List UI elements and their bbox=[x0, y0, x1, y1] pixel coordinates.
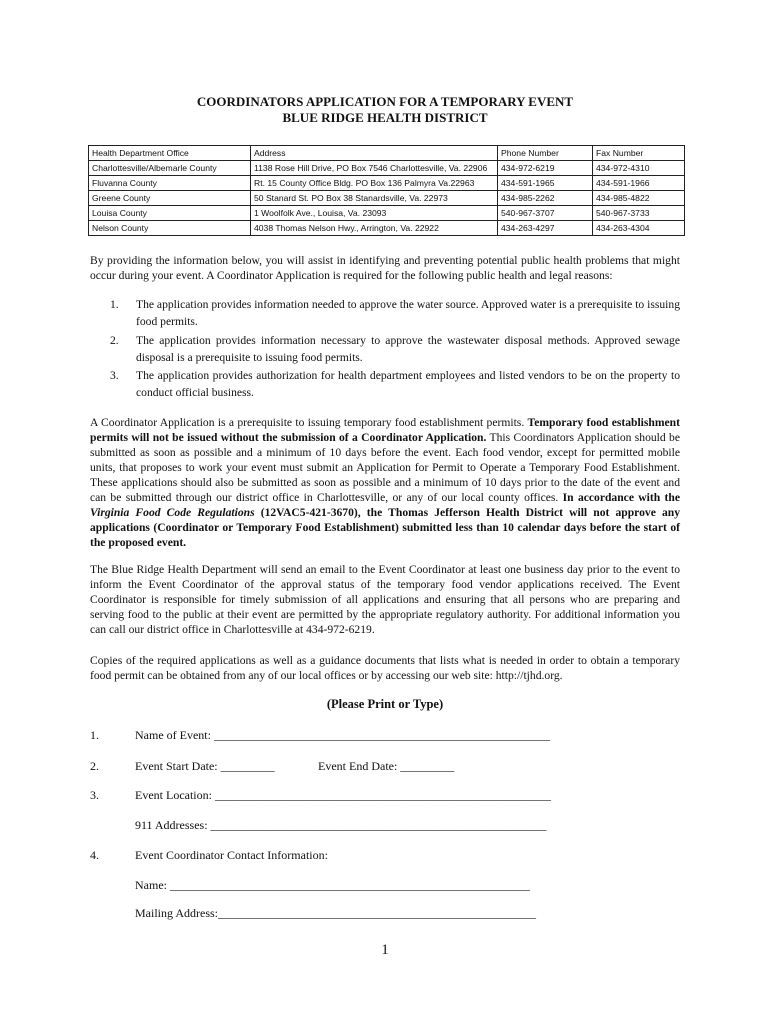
p2-bold-notice: Temporary food establishment permits will not be issued without the submission of a Coordinator Application. bbox=[90, 416, 680, 444]
list-number: 1. bbox=[110, 298, 119, 311]
list-item bbox=[90, 296, 680, 330]
fax-cell: 434-591-1966 bbox=[593, 176, 685, 191]
coordinator-name-field[interactable]: Name: ____________________________________________________________ bbox=[135, 878, 530, 892]
office-cell: Greene County bbox=[89, 191, 251, 206]
event-name-field[interactable]: Name of Event: ________________________________________________________ bbox=[135, 728, 550, 742]
event-location-field[interactable]: Event Location: ________________________________________________________ bbox=[135, 788, 551, 802]
phone-cell: 434-263-4297 bbox=[498, 221, 593, 236]
list-number: 2. bbox=[110, 334, 119, 347]
phone-cell: 434-985-2262 bbox=[498, 191, 593, 206]
document-subtitle: BLUE RIDGE HEALTH DISTRICT bbox=[282, 110, 488, 125]
offices-table bbox=[88, 145, 685, 236]
address-cell: 50 Stanard St. PO Box 38 Stanardsville, Va. 22973 bbox=[251, 191, 498, 206]
table-row bbox=[89, 161, 685, 176]
address-cell: 1 Woolfolk Ave., Louisa, Va. 23093 bbox=[251, 206, 498, 221]
address-cell: 1138 Rose Hill Drive, PO Box 7546 Charlottesville, Va. 22906 bbox=[251, 161, 498, 176]
phone-cell: 434-972-6219 bbox=[498, 161, 593, 176]
address-cell: 4038 Thomas Nelson Hwy., Arrington, Va. 22922 bbox=[251, 221, 498, 236]
form-item-number: 4. bbox=[90, 848, 99, 862]
event-end-date-field[interactable]: Event End Date: _________ bbox=[318, 759, 455, 773]
coordinator-contact-label: Event Coordinator Contact Information: bbox=[135, 848, 328, 862]
list-text: The application provides information necessary to approve the wastewater disposal methods. Approved sewage disposal is a prerequisite to issuing food permits. bbox=[136, 334, 680, 364]
form-item-number: 2. bbox=[90, 759, 99, 773]
prerequisite-paragraph bbox=[90, 415, 680, 550]
print-instruction: (Please Print or Type) bbox=[326, 697, 444, 711]
p2-text-a: A Coordinator Application is a prerequisite to issuing temporary food establishment permits. bbox=[90, 416, 528, 429]
p2-bold-deadline: (12VAC5-421-3670), the Thomas Jefferson Health District will not approve any applications (Coordinator or Temporary Food Establishment) submitted less than 10 calendar days before the start of the proposed event. bbox=[90, 506, 680, 549]
fax-cell: 434-985-4822 bbox=[593, 191, 685, 206]
header-phone: Phone Number bbox=[498, 146, 593, 161]
list-item bbox=[90, 332, 680, 366]
list-item bbox=[90, 367, 680, 401]
table-row bbox=[89, 176, 685, 191]
fax-cell: 434-263-4304 bbox=[593, 221, 685, 236]
p2-bold-accordance: In accordance with the bbox=[562, 491, 680, 504]
office-cell: Nelson County bbox=[89, 221, 251, 236]
list-text: The application provides authorization for health department employees and listed vendors to be on the property to conduct official business. bbox=[136, 369, 680, 399]
table-row bbox=[89, 191, 685, 206]
office-cell: Fluvanna County bbox=[89, 176, 251, 191]
table-row bbox=[89, 206, 685, 221]
phone-cell: 434-591-1965 bbox=[498, 176, 593, 191]
office-cell: Charlottesville/Albemarle County bbox=[89, 161, 251, 176]
header-office: Health Department Office bbox=[89, 146, 251, 161]
form-item-number: 3. bbox=[90, 788, 99, 802]
office-cell: Louisa County bbox=[89, 206, 251, 221]
fax-cell: 540-967-3733 bbox=[593, 206, 685, 221]
table-header-row bbox=[89, 146, 685, 161]
form-item-number: 1. bbox=[90, 728, 99, 742]
table-row bbox=[89, 221, 685, 236]
page-number: 1 bbox=[381, 942, 389, 958]
mailing-address-field[interactable]: Mailing Address:_____________________________________________________ bbox=[135, 906, 536, 920]
phone-cell: 540-967-3707 bbox=[498, 206, 593, 221]
event-start-date-field[interactable]: Event Start Date: _________ bbox=[135, 759, 275, 773]
header-fax: Fax Number bbox=[593, 146, 685, 161]
header-address: Address bbox=[251, 146, 498, 161]
fax-cell: 434-972-4310 bbox=[593, 161, 685, 176]
addresses-911-field[interactable]: 911 Addresses: ________________________________________________________ bbox=[135, 818, 547, 832]
p2-text-c: This Coordinators Application should be submitted as soon as possible and a minimum of 10 days before the event. Each food vendor, except for permitted mobile units, that proposes to work your event must submit an Application for Permit to Operate a Temporary Food Establishment. These applications should also be submitted as soon as possible and a minimum of 10 days prior to the date of the event and can be submitted through our district office in Charlottesville, or any of our local county offices. bbox=[90, 431, 680, 504]
intro-paragraph: By providing the information below, you will assist in identifying and preventing potential public health problems that might occur during your event. A Coordinator Application is required for the following public health and legal reasons: bbox=[90, 254, 680, 282]
list-number: 3. bbox=[110, 369, 119, 382]
p2-regulation-title bbox=[90, 506, 255, 519]
list-text: The application provides information needed to approve the water source. Approved water is a prerequisite to issuing food permits. bbox=[136, 298, 680, 328]
notification-paragraph: The Blue Ridge Health Department will send an email to the Event Coordinator at least one business day prior to the event to inform the Event Coordinator of the approval status of the temporary food vendor applications received. The Event Coordinator is responsible for timely submission of all applications and ensuring that all persons who are preparing and serving food to the public at their event are permitted by the appropriate regulatory authority. For additional information you can call our district office in Charlottesville at 434-972-6219. bbox=[90, 563, 680, 636]
copies-paragraph: Copies of the required applications as well as a guidance documents that lists what is needed in order to obtain a temporary food permit can be obtained from any of our local offices or by accessing our web site: http://tjhd.org. bbox=[90, 654, 680, 682]
address-cell: Rt. 15 County Office Bldg. PO Box 136 Palmyra Va.22963 bbox=[251, 176, 498, 191]
p2-regulation-italic: Virginia Food Code Regulations bbox=[90, 506, 255, 519]
document-title: COORDINATORS APPLICATION FOR A TEMPORARY EVENT bbox=[196, 94, 574, 109]
